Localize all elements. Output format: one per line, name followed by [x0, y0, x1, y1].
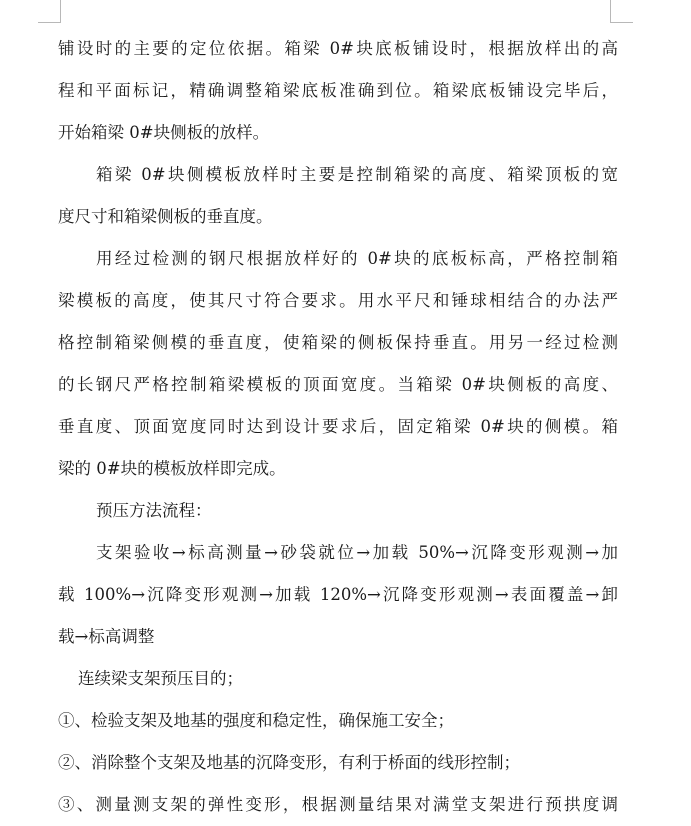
- page-corner-mark-right: [610, 0, 633, 23]
- text-line: 开始箱梁 0#块侧板的放样。: [58, 123, 270, 142]
- text-line: 载→标高调整: [58, 627, 155, 646]
- text-line: 格控制箱梁侧模的垂直度，使箱梁的侧板保持垂直。用另一经过检测: [58, 333, 618, 352]
- document-body: [58, 28, 618, 826]
- text-line: 梁模板的高度，使其尺寸符合要求。用水平尺和锤球相结合的办法严: [58, 291, 618, 310]
- list-item: ①、检验支架及地基的强度和稳定性，确保施工安全；: [58, 711, 454, 730]
- text-line: 箱梁 0#块侧模板放样时主要是控制箱梁的高度、箱梁顶板的宽: [96, 165, 618, 184]
- text-line: 梁的 0#块的模板放样即完成。: [58, 459, 286, 478]
- text-line: 铺设时的主要的定位依据。箱梁 0#块底板铺设时，根据放样出的高: [58, 39, 618, 58]
- text-line: 连续梁支架预压目的；: [78, 669, 243, 688]
- list-item: ②、消除整个支架及地基的沉降变形，有利于桥面的线形控制；: [58, 753, 520, 772]
- text-line: 的长钢尺严格控制箱梁模板的顶面宽度。当箱梁 0#块侧板的高度、: [58, 375, 618, 394]
- text-line: 预压方法流程：: [96, 501, 212, 520]
- list-item: ③、测量测支架的弹性变形，根据测量结果对满堂支架进行预拱度调: [58, 795, 618, 814]
- text-line: 程和平面标记，精确调整箱梁底板准确到位。箱梁底板铺设完毕后，: [58, 81, 618, 100]
- text-line: 垂直度、顶面宽度同时达到设计要求后，固定箱梁 0#块的侧模。箱: [58, 417, 618, 436]
- text-line: 载 100%→沉降变形观测→加载 120%→沉降变形观测→表面覆盖→卸: [58, 585, 618, 604]
- text-line: 支架验收→标高测量→砂袋就位→加载 50%→沉降变形观测→加: [96, 543, 618, 562]
- text-line: 用经过检测的钢尺根据放样好的 0#块的底板标高，严格控制箱: [96, 249, 618, 268]
- page-corner-mark-left: [38, 0, 61, 23]
- text-line: 度尺寸和箱梁侧板的垂直度。: [58, 207, 273, 226]
